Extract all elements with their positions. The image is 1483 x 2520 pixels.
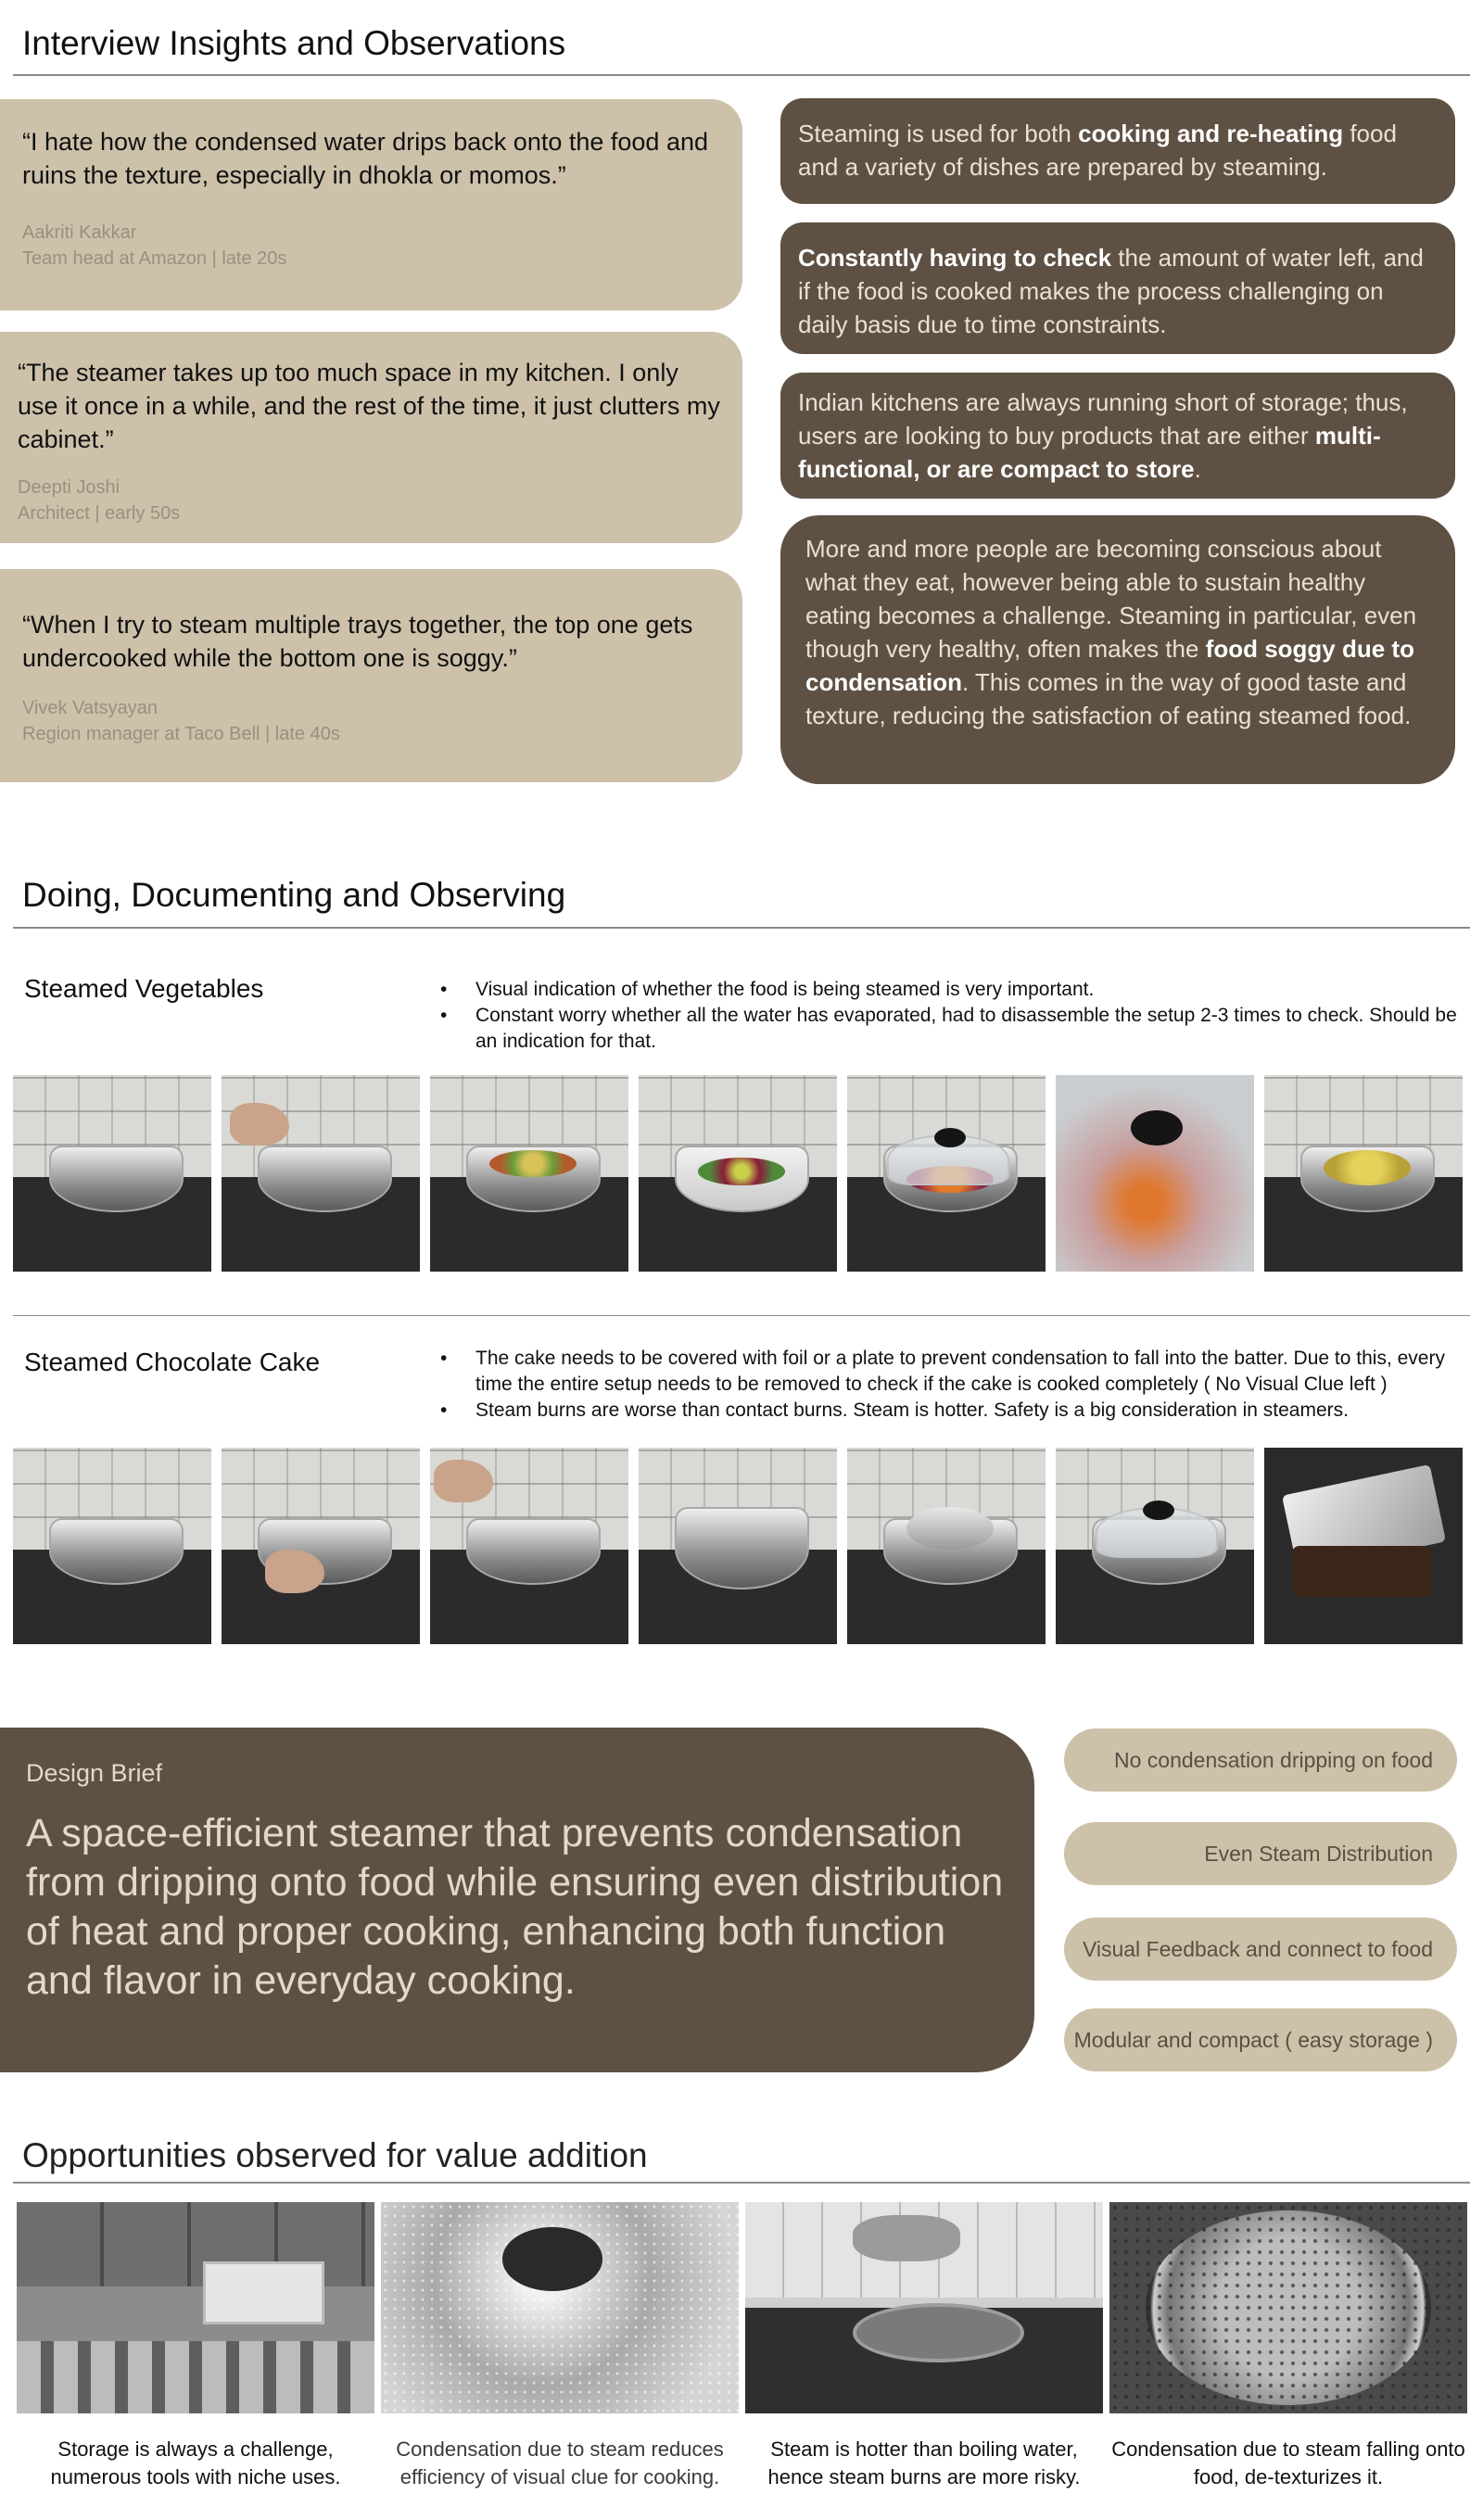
opportunity-caption: Storage is always a challenge, numerous tools with niche uses. bbox=[50, 2438, 341, 2488]
design-requirement-pill: Modular and compact ( easy storage ) bbox=[1064, 2008, 1457, 2071]
steamed-cake-photo bbox=[222, 1448, 420, 1644]
observation-label: Steamed Vegetables bbox=[24, 974, 264, 1003]
steamed-vegetables-photo bbox=[1264, 1075, 1463, 1272]
interview-quote-card bbox=[0, 99, 742, 310]
observation-bullets bbox=[440, 1346, 1469, 1424]
quote-author-role: Team head at Amazon | late 20s bbox=[22, 248, 287, 269]
interview-quote-card bbox=[0, 332, 742, 543]
steamed-vegetables-photo bbox=[639, 1075, 837, 1272]
steamed-cake-photo bbox=[1264, 1448, 1463, 1644]
observation-bullet: • The cake needs to be covered with foil or a plate to prevent condensation to fall into the batter. Due to this, every time the entire setup needs to be removed to check if the cake is cooked completely ( No Visual Clue left ) bbox=[440, 1346, 1469, 1398]
design-brief-panel bbox=[0, 1728, 1034, 2072]
steam-burn-photo bbox=[745, 2202, 1103, 2413]
steamed-vegetables-photo bbox=[1056, 1075, 1254, 1272]
condensation-food-photo bbox=[1109, 2202, 1467, 2413]
section-divider bbox=[13, 74, 1470, 76]
opportunity-caption: Condensation due to steam reduces efficiency of visual clue for cooking. bbox=[396, 2438, 724, 2488]
opportunity-caption: Condensation due to steam falling onto food, de-texturizes it. bbox=[1111, 2438, 1465, 2488]
quote-text: “When I try to steam multiple trays together, the top one gets undercooked while the bottom one is soggy.” bbox=[22, 611, 693, 672]
observation-label: Steamed Chocolate Cake bbox=[24, 1348, 321, 1376]
opportunities-section-title: Opportunities observed for value addition bbox=[22, 2136, 648, 2174]
observation-bullets bbox=[440, 977, 1469, 1055]
steamed-cake-photo bbox=[430, 1448, 628, 1644]
observation-bullet: • Constant worry whether all the water has evaporated, had to disassemble the setup 2-3 times to check. Should be an indication for that. bbox=[440, 1003, 1469, 1055]
design-brief-label: Design Brief bbox=[26, 1759, 163, 1787]
design-requirement-pill: Even Steam Distribution bbox=[1064, 1822, 1457, 1885]
steamed-cake-photo bbox=[1056, 1448, 1254, 1644]
quote-author-role: Architect | early 50s bbox=[18, 503, 181, 524]
steamed-cake-photo bbox=[847, 1448, 1046, 1644]
design-brief-text: A space-efficient steamer that prevents condensation from dripping onto food while ensuring even distribution of heat and proper cooking, enhancing both function and flavor in everyday cooking. bbox=[26, 1811, 1004, 2003]
quote-author bbox=[22, 695, 720, 747]
insight-card: Steaming is used for both cooking and re-heating food and a variety of dishes are prepared by steaming. bbox=[780, 98, 1455, 204]
steamed-vegetables-photo bbox=[13, 1075, 211, 1272]
quote-author-name: Deepti Joshi bbox=[18, 477, 120, 498]
steamed-vegetables-photo bbox=[430, 1075, 628, 1272]
quote-text: “I hate how the condensed water drips back onto the food and ruins the texture, especially in dhokla or momos.” bbox=[22, 128, 708, 189]
quote-text: “The steamer takes up too much space in my kitchen. I only use it once in a while, and the rest of the time, it just clutters my cabinet.” bbox=[18, 359, 720, 453]
observation-bullet: • Visual indication of whether the food is being steamed is very important. bbox=[440, 977, 1469, 1003]
quote-author-name: Aakriti Kakkar bbox=[22, 222, 137, 243]
condensation-lid-photo bbox=[381, 2202, 739, 2413]
insight-card: Constantly having to check the amount of water left, and if the food is cooked makes the process challenging on daily basis due to time constraints. bbox=[780, 222, 1455, 354]
design-requirement-pill: Visual Feedback and connect to food bbox=[1064, 1918, 1457, 1981]
section-divider bbox=[13, 927, 1470, 929]
insight-card: More and more people are becoming conscious about what they eat, however being able to sustain healthy eating becomes a challenge. Steaming in particular, even though very healthy, often makes the food soggy due to condensation. This comes in the way of good taste and texture, reducing the satisfaction of eating steamed food. bbox=[780, 515, 1455, 784]
observation-bullet: • Steam burns are worse than contact burns. Steam is hotter. Safety is a big consideration in steamers. bbox=[440, 1398, 1469, 1424]
steamed-vegetables-photo bbox=[847, 1075, 1046, 1272]
design-requirement-pill: No condensation dripping on food bbox=[1064, 1729, 1457, 1792]
opportunity-caption: Steam is hotter than boiling water, hence steam burns are more risky. bbox=[767, 2438, 1081, 2488]
quote-author-role: Region manager at Taco Bell | late 40s bbox=[22, 724, 340, 744]
steamed-cake-photo bbox=[639, 1448, 837, 1644]
row-divider bbox=[13, 1315, 1470, 1316]
interview-quote-card bbox=[0, 569, 742, 782]
steamed-vegetables-photo bbox=[222, 1075, 420, 1272]
quote-author bbox=[22, 220, 720, 272]
quote-author bbox=[18, 475, 720, 526]
section-divider bbox=[13, 2182, 1470, 2184]
interview-section-title: Interview Insights and Observations bbox=[22, 24, 566, 62]
insight-card: Indian kitchens are always running short of storage; thus, users are looking to buy products that are either multi-functional, or are compact to store. bbox=[780, 373, 1455, 499]
observing-section-title: Doing, Documenting and Observing bbox=[22, 876, 566, 914]
quote-author-name: Vivek Vatsyayan bbox=[22, 698, 158, 718]
kitchen-storage-photo bbox=[17, 2202, 374, 2413]
steamed-cake-photo bbox=[13, 1448, 211, 1644]
